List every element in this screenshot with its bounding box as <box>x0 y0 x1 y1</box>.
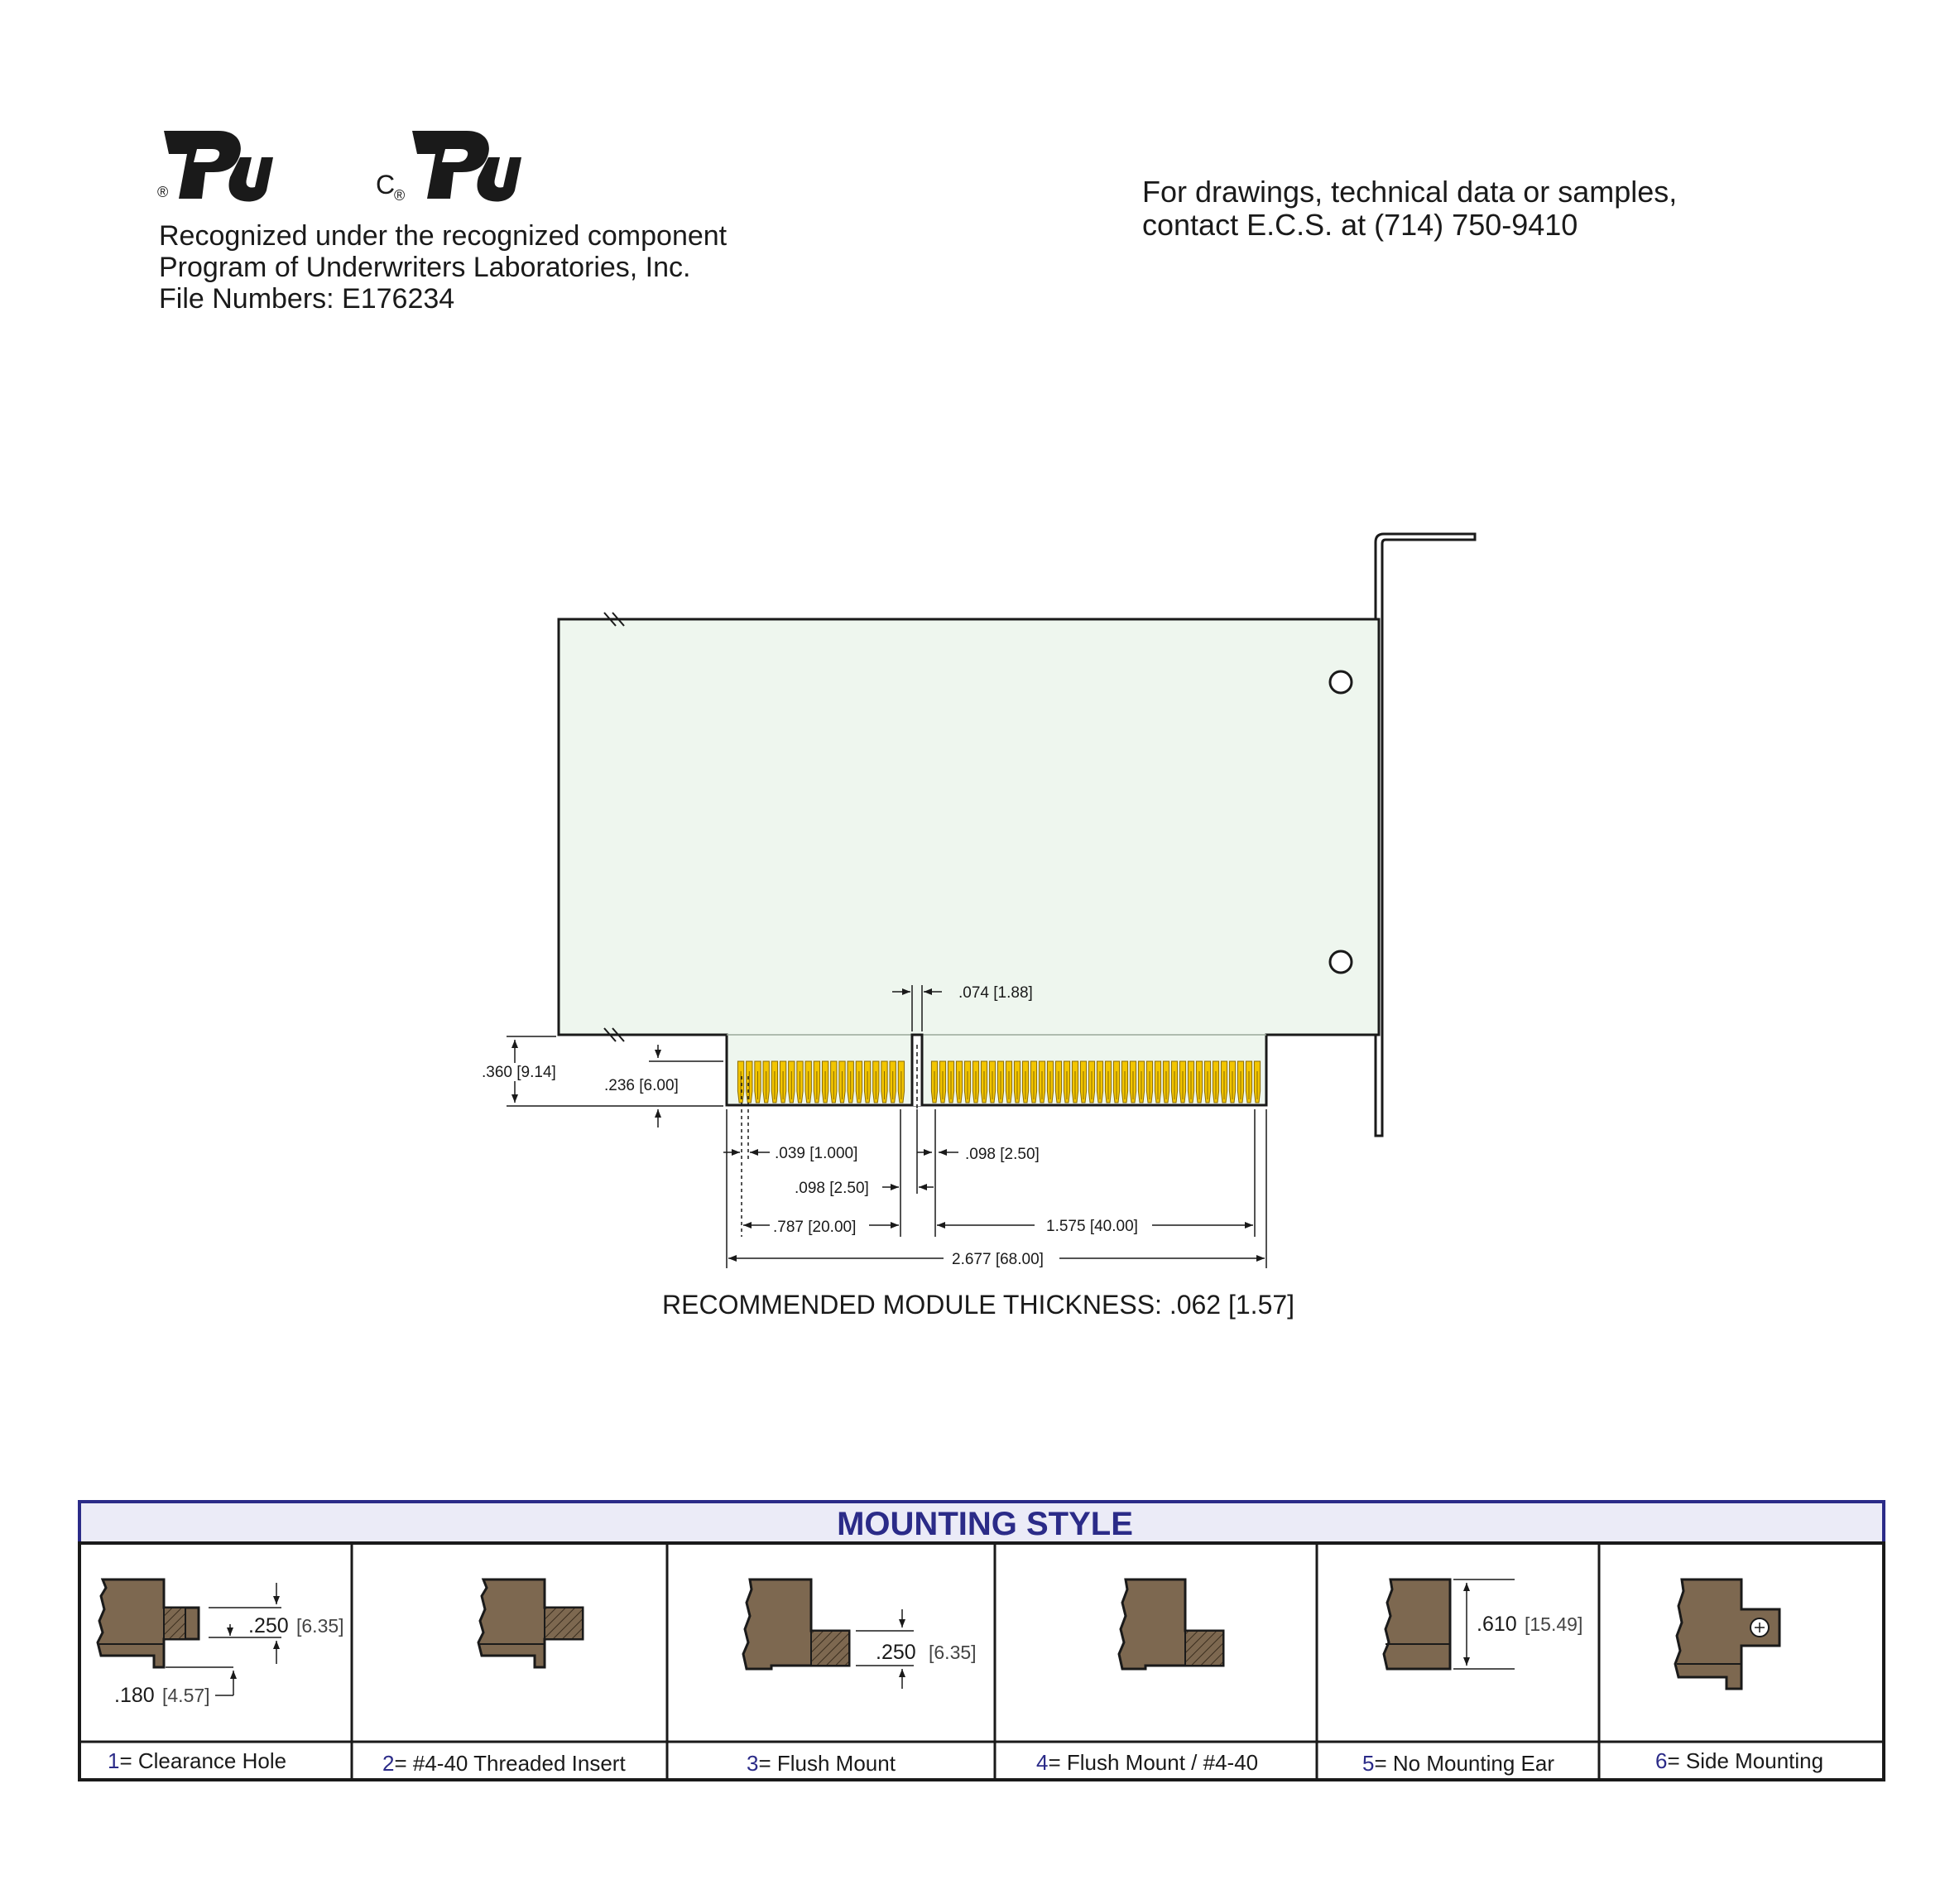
svg-text:4= Flush Mount / #4-40 <box>1036 1750 1258 1775</box>
svg-text:2= #4-40 Threaded Insert <box>382 1751 626 1776</box>
style3-label: Flush Mount <box>771 1751 896 1776</box>
style1-dim-b-metric: [4.57] <box>162 1685 210 1706</box>
svg-text:3= Flush Mount <box>747 1751 896 1776</box>
board-hole-top <box>1330 671 1352 693</box>
style3-dim-a-metric: [6.35] <box>929 1642 977 1663</box>
style6-sep: = <box>1667 1748 1680 1773</box>
style1-dim-b: .180 <box>114 1684 155 1707</box>
module-thickness-note: RECOMMENDED MODULE THICKNESS: .062 [1.57] <box>662 1290 1295 1320</box>
dim-overall-width: 2.677 [68.00] <box>952 1251 1044 1268</box>
dim-contact-height: .236 [6.00] <box>604 1077 679 1094</box>
mounting-bracket <box>1376 534 1475 1136</box>
dim-key-offset-right: .098 [2.50] <box>965 1146 1040 1163</box>
svg-text:6= Side Mounting <box>1655 1748 1823 1773</box>
style1-label: Clearance Hole <box>132 1748 287 1773</box>
cul-logo-c: C <box>376 170 396 200</box>
pcb-board <box>559 619 1379 1105</box>
dim-pitch: .039 [1.000] <box>775 1145 858 1162</box>
ul-text-line-2: Program of Underwriters Laboratories, Inc. <box>159 252 691 283</box>
mounting-style-table <box>79 1502 1884 1780</box>
contact-line-1: For drawings, technical data or samples, <box>1142 175 1678 209</box>
ul-text-line-3: File Numbers: E176234 <box>159 283 455 315</box>
style3-sep: = <box>758 1751 771 1776</box>
style4-sep: = <box>1048 1750 1061 1775</box>
dim-gap-width: .074 [1.88] <box>958 984 1033 1002</box>
style2-label: #4-40 Threaded Insert <box>406 1751 626 1776</box>
contact-line-2: contact E.C.S. at (714) 750-9410 <box>1142 208 1578 242</box>
board-hole-bottom <box>1330 951 1352 973</box>
style1-dim-a-metric: [6.35] <box>296 1615 344 1637</box>
ul-logo1-registered: ® <box>157 184 169 200</box>
mounting-style-5-drawing <box>1384 1579 1450 1669</box>
svg-text:1= Clearance Hole <box>108 1748 286 1773</box>
style4-num: 4 <box>1036 1750 1049 1775</box>
dim-short-section: .787 [20.00] <box>773 1219 857 1236</box>
mounting-style-2-label <box>382 1751 626 1776</box>
dim-edge-height-total: .360 [9.14] <box>482 1064 556 1081</box>
style4-label: Flush Mount / #4-40 <box>1060 1750 1259 1775</box>
style2-sep: = <box>394 1751 407 1776</box>
dim-long-section: 1.575 [40.00] <box>1046 1218 1138 1235</box>
mounting-style-6-label <box>1655 1748 1823 1773</box>
dim-key-offset-left: .098 [2.50] <box>795 1180 869 1197</box>
style5-sep: = <box>1374 1751 1387 1776</box>
svg-text:5= No Mounting Ear <box>1362 1751 1554 1776</box>
style5-dim-a-metric: [15.49] <box>1525 1613 1583 1635</box>
ul-text-line-1: Recognized under the recognized component <box>159 220 728 252</box>
mounting-style-1-label <box>108 1748 286 1773</box>
style1-sep: = <box>119 1748 132 1773</box>
style3-dim-a: .250 <box>876 1641 916 1664</box>
style5-label: No Mounting Ear <box>1386 1751 1554 1776</box>
style5-num: 5 <box>1362 1751 1375 1776</box>
mounting-style-4-label <box>1036 1750 1258 1775</box>
style2-num: 2 <box>382 1751 395 1776</box>
style3-num: 3 <box>747 1751 759 1776</box>
mounting-style-3-label <box>747 1751 896 1776</box>
cul-logo-registered: ® <box>394 187 406 204</box>
style1-dim-a: .250 <box>248 1614 289 1637</box>
style6-num: 6 <box>1655 1748 1668 1773</box>
mounting-style-5-label <box>1362 1751 1554 1776</box>
mounting-style-title: MOUNTING STYLE <box>837 1506 1133 1542</box>
style5-dim-a: .610 <box>1477 1613 1517 1636</box>
style1-num: 1 <box>108 1748 120 1773</box>
style6-label: Side Mounting <box>1679 1748 1824 1773</box>
